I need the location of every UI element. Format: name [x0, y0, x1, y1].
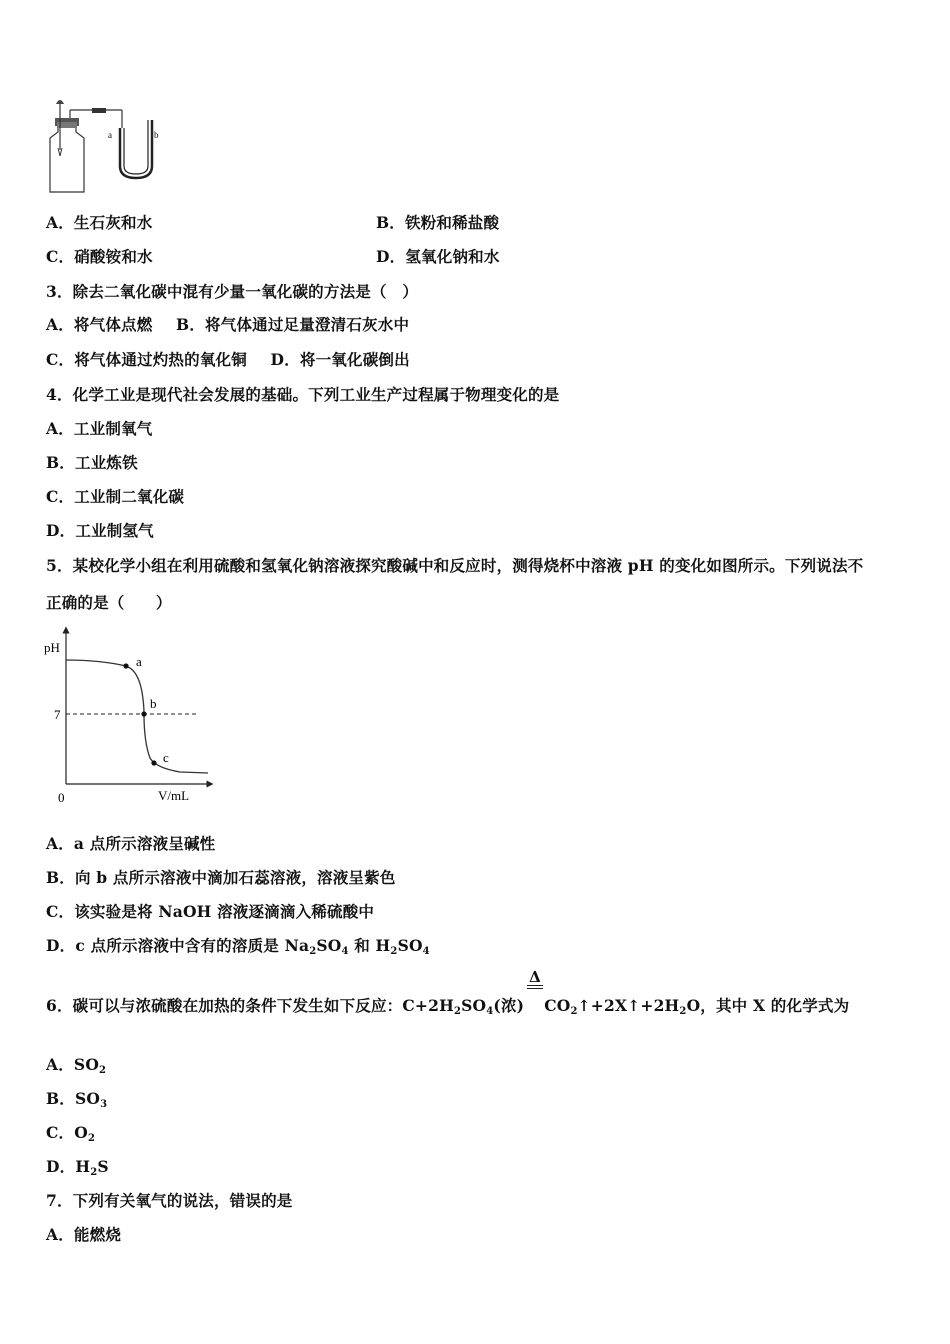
ph-chart	[40, 622, 220, 807]
ph-curve	[66, 660, 208, 773]
y-axis-label: pH	[44, 640, 60, 655]
q6-stem: 6．碳可以与浓硫酸在加热的条件下发生如下反应：$C+2H_2SO_4$(浓) $CO_2↑+2X↑+2H_2O$，其中 X 的化学式为	[46, 996, 850, 1017]
q2-option-d: D．氢氧化钠和水	[376, 247, 500, 266]
point-label-b: b	[150, 696, 157, 711]
q2-option-b: B．铁粉和稀盐酸	[376, 213, 500, 232]
q5-option-a: A．a 点所示溶液呈碱性	[46, 834, 216, 853]
y-tick-7: 7	[54, 707, 61, 722]
q5-option-c: C．该实验是将 NaOH 溶液逐滴滴入稀硫酸中	[46, 902, 375, 921]
apparatus-label-b: b	[154, 130, 159, 140]
q4-stem: 4．化学工业是现代社会发展的基础。下列工业生产过程属于物理变化的是	[46, 385, 560, 404]
point-label-a: a	[136, 654, 142, 669]
q2-option-c: C．硝酸铵和水	[46, 247, 153, 266]
point-label-c: c	[163, 750, 169, 765]
heating-condition: Δ	[527, 968, 543, 989]
q4-option-c: C．工业制二氧化碳	[46, 487, 185, 506]
apparatus-label-a: a	[108, 130, 112, 140]
point-a	[123, 663, 128, 668]
q4-option-d: D．工业制氢气	[46, 521, 154, 540]
q3-option-c: C．将气体通过灼热的氧化铜	[46, 350, 247, 369]
q4-option-a: A．工业制氧气	[46, 419, 153, 438]
q7-stem: 7．下列有关氧气的说法，错误的是	[46, 1191, 293, 1210]
q5-option-b: B．向 b 点所示溶液中滴加石蕊溶液，溶液呈紫色	[46, 868, 396, 887]
q6-option-b: B．$SO_3$	[46, 1089, 108, 1110]
q2-option-a: A．生石灰和水	[46, 213, 153, 232]
q3-stem: 3．除去二氧化碳中混有少量一氧化碳的方法是（ ）	[46, 282, 419, 301]
q4-option-b: B．工业炼铁	[46, 453, 138, 472]
x-axis-label: V/mL	[158, 788, 190, 803]
q3-option-d: D．将一氧化碳倒出	[270, 350, 410, 369]
q3-options-cd	[46, 348, 410, 370]
q3-options-ab	[46, 313, 409, 335]
apparatus-figure	[44, 98, 169, 196]
q3-option-a: A．将气体点燃	[46, 315, 153, 334]
q5-stem-line1: 5．某校化学小组在利用硫酸和氢氧化钠溶液探究酸碱中和反应时，测得烧杯中溶液 pH 的变化如图所示。下列说法不	[46, 556, 864, 575]
q6-option-d: D．$H_2S$	[46, 1157, 109, 1178]
point-b	[141, 711, 146, 716]
q6-option-c: C．$O_2$	[46, 1123, 96, 1144]
q6-option-a: A．$SO_2$	[46, 1055, 107, 1076]
q5-option-d: D．c 点所示溶液中含有的溶质是 $Na_2SO_4$ 和 $H_2SO_4$	[46, 936, 430, 957]
origin-label: 0	[58, 790, 65, 805]
point-c	[151, 760, 156, 765]
q5-stem-line2: 正确的是（ ）	[46, 593, 172, 612]
q3-option-b: B．将气体通过足量澄清石灰水中	[176, 315, 410, 334]
q7-option-a: A．能燃烧	[46, 1225, 122, 1244]
